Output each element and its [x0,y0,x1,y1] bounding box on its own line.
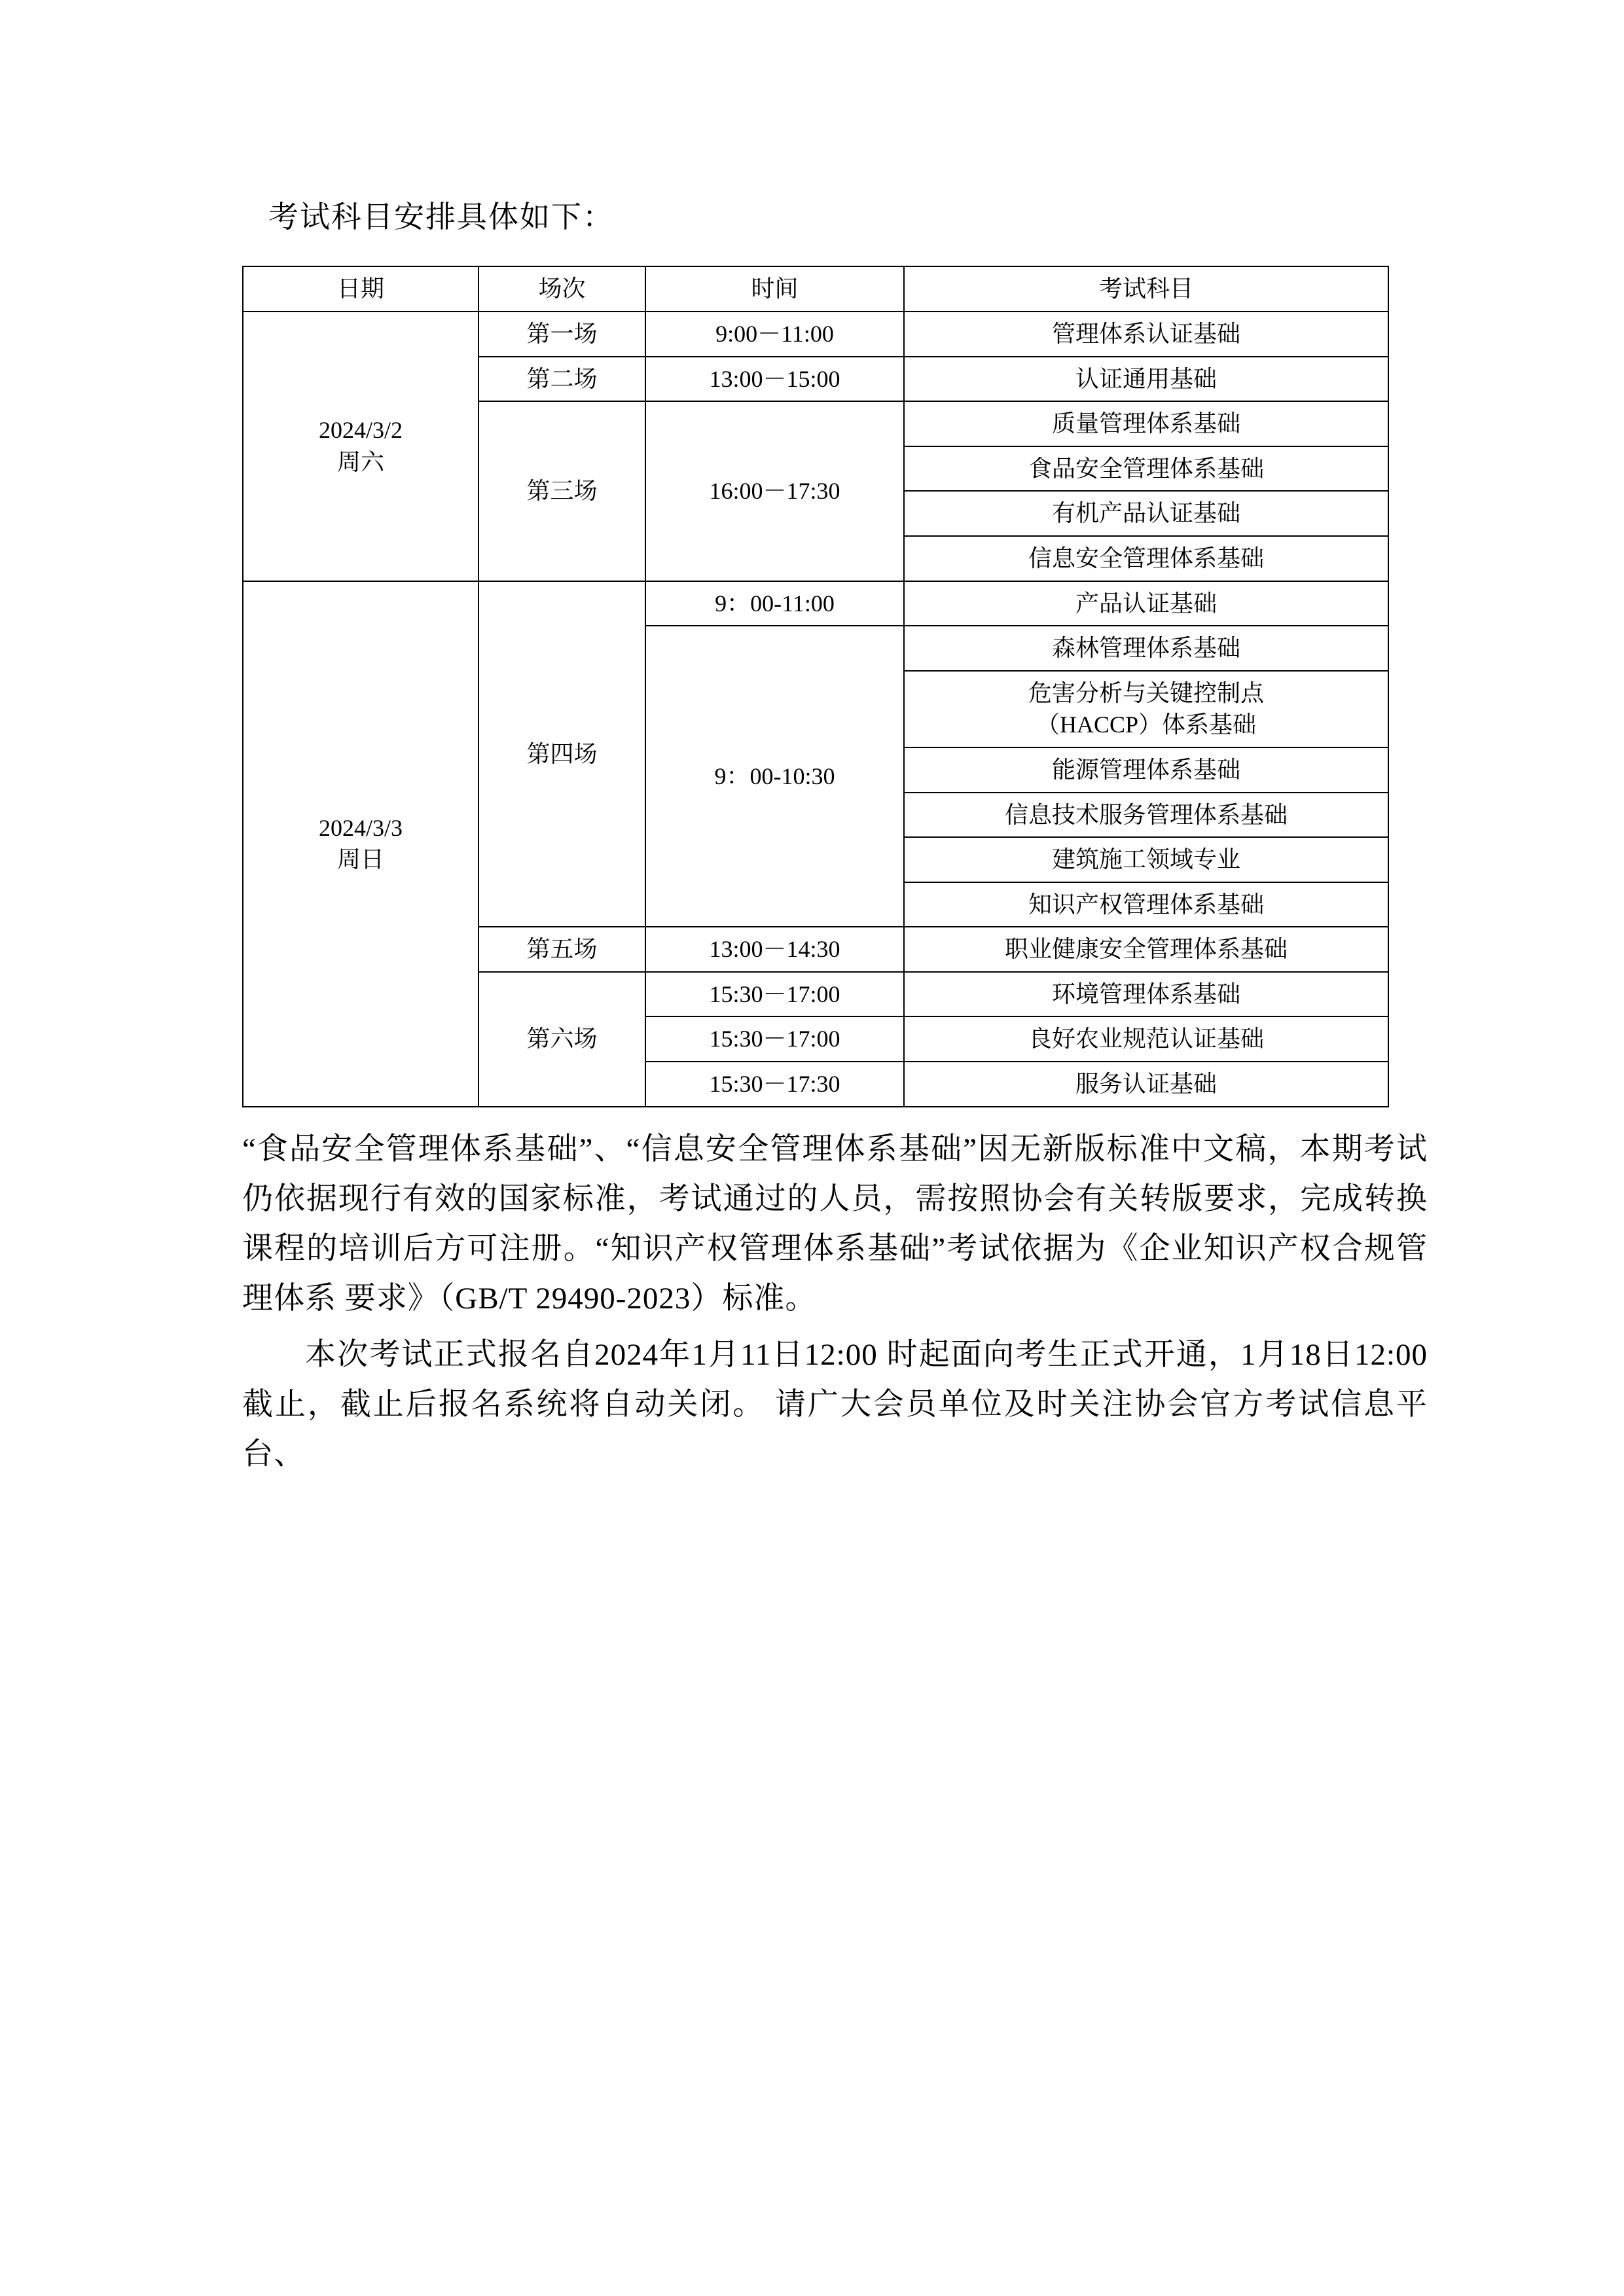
cell-subject-9 [904,671,1388,747]
cell-subject-5: 有机产品认证基础 [904,491,1388,536]
date-2-value: 2024/3/3 [318,814,403,841]
paragraph-2: 本次考试正式报名自2024年1月11日12:00 时起面向考生正式开通，1月18日12:00截止，截止后报名系统将自动关闭。 请广大会员单位及时关注协会官方考试信息平台、 [242,1338,1428,1472]
cell-subject-4: 食品安全管理体系基础 [904,446,1388,492]
cell-time-1: 9:00－11:00 [645,312,904,357]
cell-time-8: 15:30－17:00 [645,1016,904,1062]
date-1-value: 2024/3/2 [318,417,403,444]
intro-line: 考试科目安排具体如下： [268,200,614,234]
cell-time-5: 9：00-10:30 [645,626,904,927]
header-subject: 考试科目 [904,266,1388,312]
table-row [243,581,1388,626]
paragraph-1: “食品安全管理体系基础”、“信息安全管理体系基础”因无新版标准中文稿，本期考试仍依据现行有效的国家标准，考试通过的人员，需按照协会有关转版要求，完成转换课程的培训后方可注册。“知识产权管理体系基础”考试依据为《企业知识产权合规管理体系 要求》（GB/T 29490-2023）标准。 [242,1132,1428,1316]
paragraph-gap [242,1323,1428,1330]
cell-subject-16: 良好农业规范认证基础 [904,1016,1388,1062]
cell-subject-12: 建筑施工领域专业 [904,837,1388,882]
cell-subject-14: 职业健康安全管理体系基础 [904,927,1388,972]
exam-schedule-table [242,266,1389,1107]
cell-time-2: 13:00－15:00 [645,357,904,402]
cell-subject-15: 环境管理体系基础 [904,972,1388,1017]
date-1-weekday: 周六 [336,448,384,475]
cell-date-1 [243,312,478,581]
cell-subject-1: 管理体系认证基础 [904,312,1388,357]
cell-subject-6: 信息安全管理体系基础 [904,536,1388,581]
cell-time-6: 13:00－14:30 [645,927,904,972]
body-text [242,1124,1428,1480]
cell-session-4: 第四场 [478,581,645,927]
cell-subject-7: 产品认证基础 [904,581,1388,626]
header-date: 日期 [243,266,478,312]
cell-subject-9-line2: （HACCP）体系基础 [1036,711,1257,738]
table-row [243,312,1388,357]
cell-subject-3: 质量管理体系基础 [904,401,1388,446]
cell-time-9: 15:30－17:30 [645,1062,904,1107]
date-2-weekday: 周日 [336,846,384,873]
cell-date-2 [243,581,478,1107]
cell-subject-2: 认证通用基础 [904,357,1388,402]
cell-session-3: 第三场 [478,401,645,581]
header-session: 场次 [478,266,645,312]
cell-subject-11: 信息技术服务管理体系基础 [904,793,1388,838]
header-time: 时间 [645,266,904,312]
cell-time-3: 16:00－17:30 [645,401,904,581]
cell-time-4: 9：00-11:00 [645,581,904,626]
cell-subject-9-line1: 危害分析与关键控制点 [1028,679,1264,706]
table-header-row [243,266,1388,312]
cell-subject-13: 知识产权管理体系基础 [904,882,1388,927]
cell-time-7: 15:30－17:00 [645,972,904,1017]
cell-session-2: 第二场 [478,357,645,402]
cell-session-6: 第六场 [478,972,645,1107]
cell-session-5: 第五场 [478,927,645,972]
cell-subject-8: 森林管理体系基础 [904,626,1388,671]
cell-subject-10: 能源管理体系基础 [904,747,1388,793]
cell-subject-17: 服务认证基础 [904,1062,1388,1107]
cell-session-1: 第一场 [478,312,645,357]
